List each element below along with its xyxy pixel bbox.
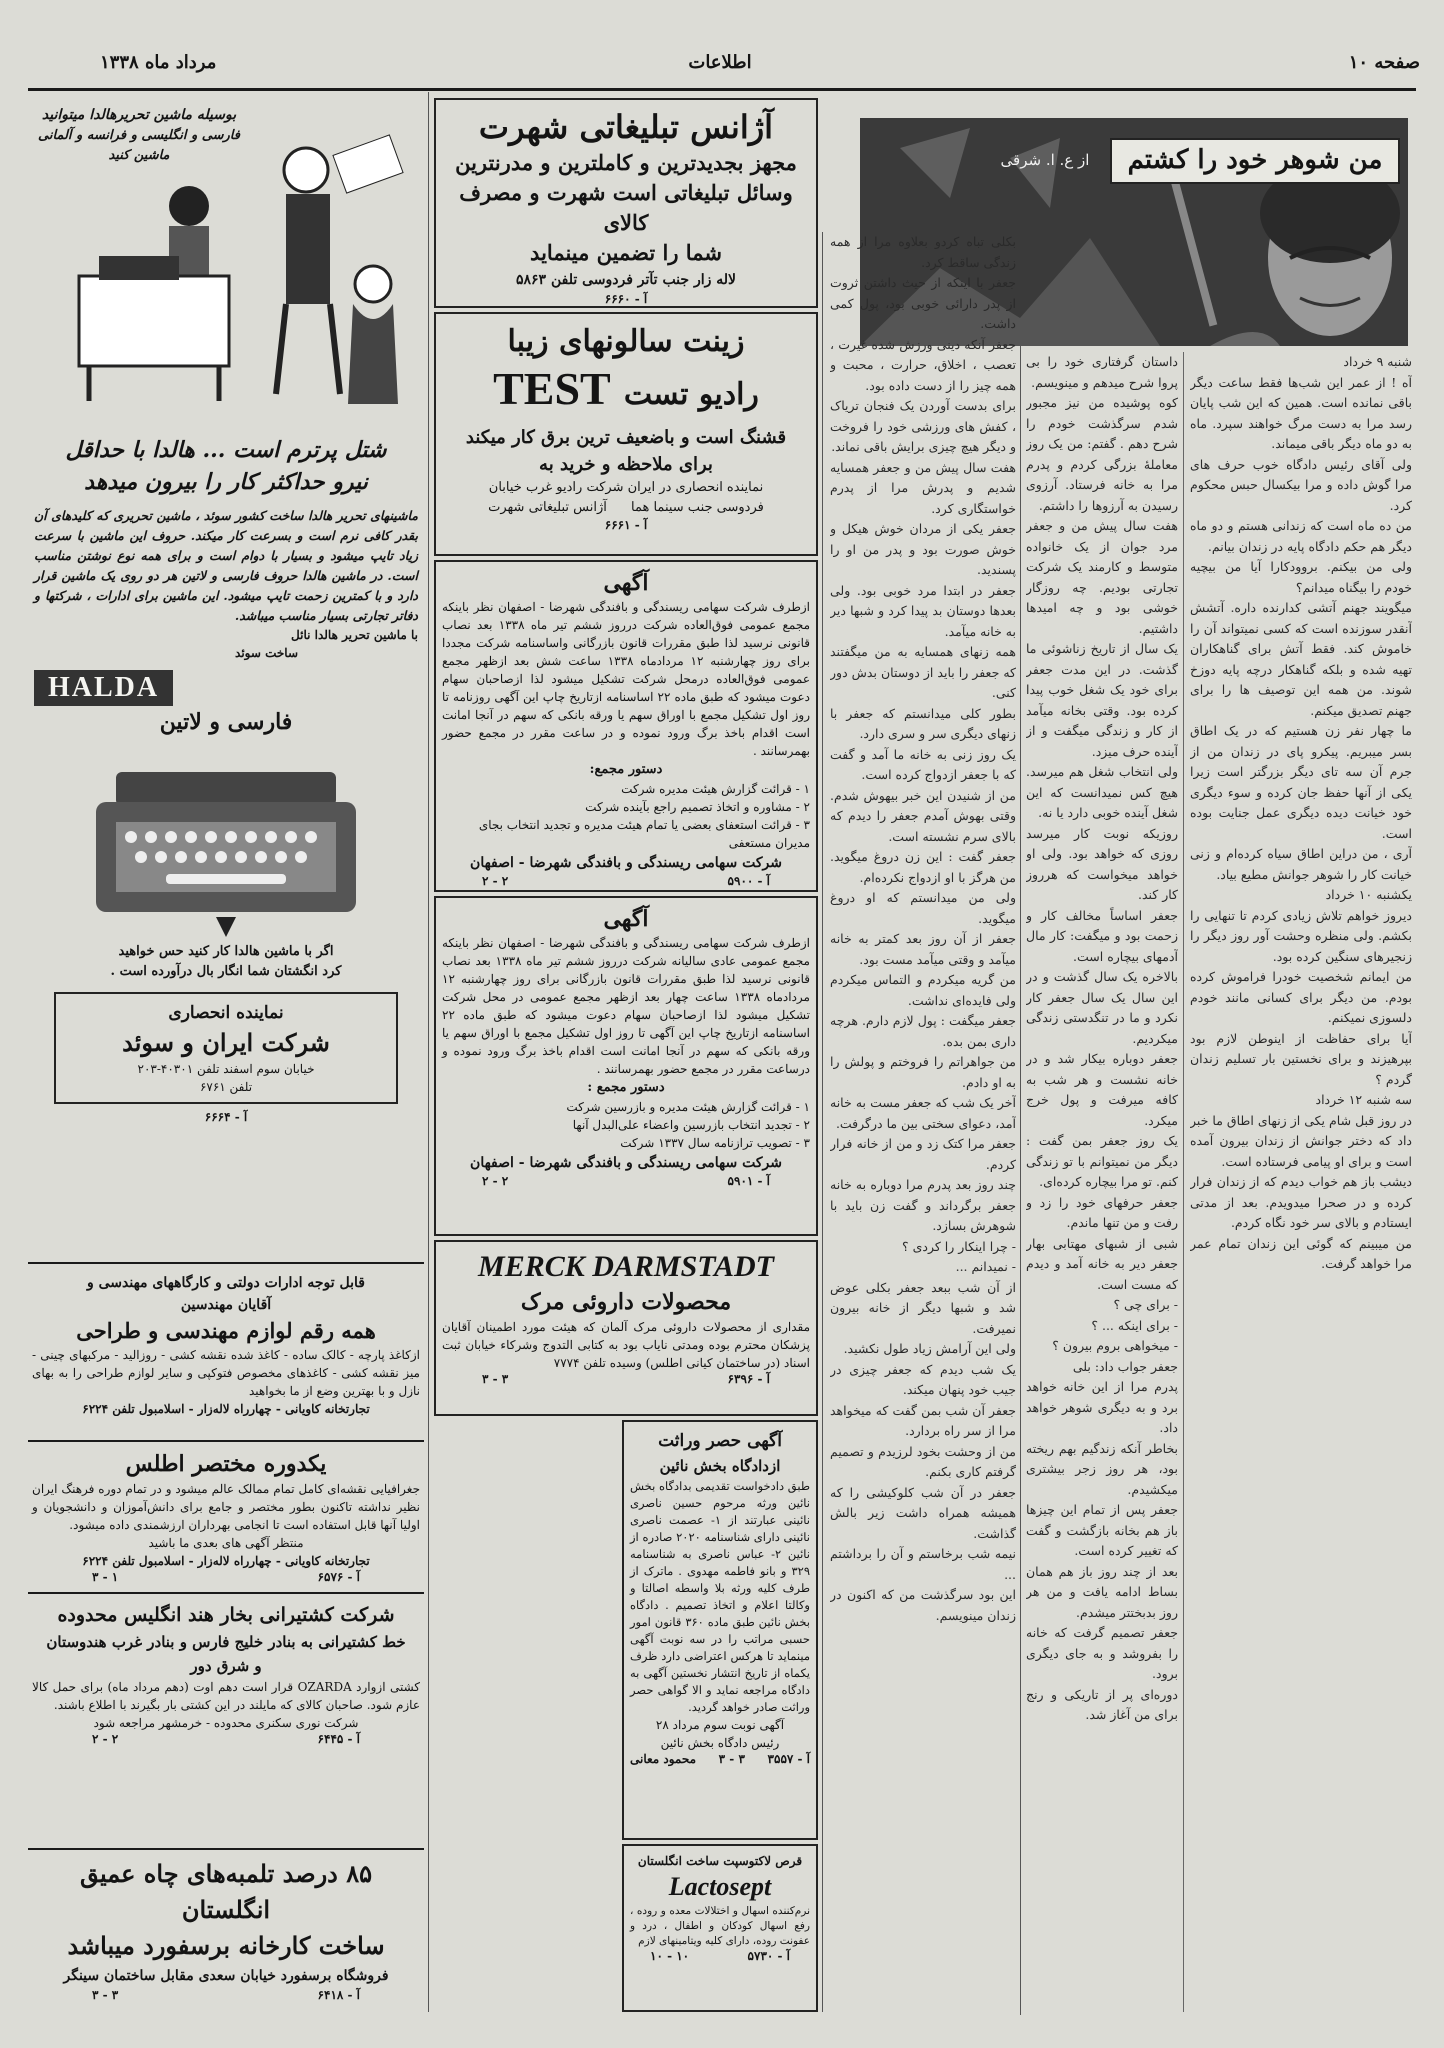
atlas-ref2: ۱ - ۳	[92, 1570, 119, 1584]
story-column-1: شنبه ۹ خرداد آه ! از عمر این شب‌ها فقط ساعت دیگر باقی نمانده است. همین که این شب پایان رسد مرا به دست مرگ خواهند سپرد. ماه به دو ماه دیگر باقی میماند. ولی آقای رئیس دادگاه خوب حرف های مرا گوش داده و مرا بیکسال حبس محکوم کرد. من ده ماه است که زندانی هستم و دو ماه دیگر هم حکم دادگاه پایه در زندان بیانم. ولی من بیکنم. بروودکارا آیا من بیچیه خودم را بیگناه میدانم؟ میگویند جهنم آتشی کدارنده داره. آتشش آنقدر سوزنده است که کسی نمیتواند آن را خاموش کند. فقط آتش برای گناهکاران تهیه شده و بلکه گناهکار درچه پایه دوزخ شوند. من همه این توصیف ها را برای جهنم تصدیق میکنم. ما چهار نفر زن هستیم که در یک اطاق بسر میبریم. پیکرو پای در زندان من از جرم آن سه تای دیگر بزرگتر است زیرا یکی از آنها حفظ جان کرده و سوء دیگری خود خیانت دیده دیگری عمل جنایت بوده است. آری ، من دراین اطاق سیاه کرده‌ام و زنی خیانت کار را شوهر جوانش مطیع بیاد. یکشنبه ۱۰ خرداد دیروز خواهم تلاش زیادی کردم تا تنهایی را بکشم. ولی منظره وحشت آور روز دیگر را زنجیرهای سنگین کرده بود. من ایمانم شخصیت خودرا فراموش کرده بودم. من دیگر برای کسانی مانند خودم دلسوزی نمیکنم. آیا برای حفاظت از اینوطن لازم بود بپرهیزند و برای نخستین بار تسلیم زندان گردم ؟ سه شنبه ۱۲ خرداد در روز قبل شام یکی از زنهای اطاق ما خبر داد که دختر جوانش از زندان بیرون آمده است و برای او پیامی فرستاده است. دیشب باز هم خواب دیدم که از زندان فرار کرده و در صحرا میدویدم. بعد از مدتی ایستادم و بالای سر خود نگاه کردم. من میبینم که گوئی این زندان تمام عمر مرا خواهد گرفت.	[1190, 354, 1412, 1271]
ad-pumps	[28, 1852, 424, 2012]
atlas-address: تجارتخانه کاویانی - چهارراه لاله‌زار - اسلامبول تلفن ۶۲۲۴	[82, 1554, 370, 1568]
pumps-ref: آ - ۶۴۱۸	[317, 1988, 360, 2002]
pumps-line-1: ۸۵ درصد تلمبه‌های چاه عمیق انگلستان	[80, 1859, 372, 1924]
ad-shohrat-line3: شما را تضمین مینماید	[530, 240, 722, 265]
ad-lactosept-body: نرم‌کننده اسهال و اختلالات معده و روده ، رفع اسهال کودکان و اطفال ، درد و عفونت روده، دارای کلیه ویتامینهای لازم	[630, 1905, 810, 1947]
ad-shohrat-ref: آ - ۶۶۶۰	[604, 292, 648, 306]
engineering-title: همه رقم لوازم مهندسی و طراحی	[76, 1318, 376, 1343]
story-title-banner	[1110, 138, 1400, 184]
ad-inheritance	[622, 1420, 818, 1840]
halda-agent-phone: تلفن ۶۷۶۱	[199, 1080, 253, 1094]
continued-text-block	[434, 1420, 618, 1840]
shipping-subtitle: خط کشتیرانی به بنادر خلیج فارس و بنادر غرب هندوستان	[46, 1633, 406, 1651]
ad-merck-body: مقداری از محصولات داروئی مرک آلمان که هیئت مورد اطمینان آقایان پزشکان محترم بوده ومدتی نایاب بود به کتابی التدوج وشرکاء خیابان ثبت اسناد (در ساختمان کیانی اطلس) وسیده تلفن ۷۷۷۴	[442, 1320, 810, 1370]
column-rule	[822, 232, 823, 2012]
engineering-address: تجارتخانه کاویانی - چهارراه لاله‌زار - اسلامبول تلفن ۶۲۲۴	[82, 1402, 370, 1416]
notice-2	[434, 896, 818, 1236]
ad-lactosept	[622, 1844, 818, 2012]
story-column-2: داستان گرفتاری خود را بی پروا شرح میدهم و مینویسم. کوه پوشیده من نیز مجبور شدم سرگذشت خودم را شرح دهم . گفتم: من یک روز معاملهٔ بزرگی کردم و پدرم مرا به خانه فرستاد. آرزوی رسیدن به آرزوها را داشتم. هفت سال پیش من و جعفر مرد جوان از یک خانواده متوسط و کارمند یک شرکت تجارتی بودیم. چه روزگار خوشی بود و چه امیدها داشتیم. یک سال از تاریخ زناشوئی ما گذشت. در این مدت جعفر برای خود یک شغل خوب پیدا کرده بود. وقتی بخانه میآمد از کار و زندگی میگفت و از آینده حرف میزد. ولی انتخاب شغل هم میرسد. هیچ کس نمیدانست که این شغل آینده خوبی دارد یا نه. روزیکه نوبت کار میرسد روزی که خواهد بود. ولی او خواهد میخواست که هرروز کار کند. جعفر اساساً مخالف کار و زحمت بود و میگفت: کار مال آدمهای بیچاره است. بالاخره یک سال گذشت و در این سال یک سال جعفر کار نکرد و ما در تنگدستی زندگی میکردیم. جعفر دوباره بیکار شد و در خانه نشست و هر شب به کافه میرفت و پول خرج میکرد. یک روز جعفر بمن گفت : دیگر من نمیتوانم با تو زندگی کنم. تو مرا بیچاره کرده‌ای. جعفر حرفهای خود را زد و رفت و من تنها ماندم. شبی از شبهای مهتابی بهار جعفر دیر به خانه آمد و دیدم که مست است. - برای چی ؟ - برای اینکه ... ؟ - میخواهی بروم بیرون ؟ جعفر جواب داد: بلی پدرم مرا از این خانه خواهد برد و به دیگری شوهر خواهد داد. بخاطر آنکه زندگیم بهم ریخته بود، هر روز زجر بیشتری میکشیدم. جعفر پس از تمام این چیزها باز هم بخانه بازگشت و گفت که تغییر کرده است. بعد از چند روز باز هم همان بساط ادامه یافت و من هر روز بدبختتر میشدم. جعفر تصمیم گرفت که خانه را بفروشد و به جای دیگری برود. دوره‌ای پر از تاریکی و رنج برای من آغاز شد.	[1026, 354, 1178, 1722]
halda-caption-2: فارسی و انگلیسی و فرانسه و آلمانی ماشین کنید	[38, 128, 240, 163]
halda-logo: HALDA	[34, 670, 173, 706]
pumps-line-2: ساخت کارخانه برسفورد میباشد	[67, 1931, 385, 1960]
halda-agent-title: نماینده انحصاری	[168, 1003, 284, 1023]
ad-lactosept-ref2: ۱۰ - ۱۰	[650, 1949, 690, 1963]
ad-test-line4: فردوسی جنب سینما هما	[631, 500, 764, 515]
notice2-ref2: ۲ - ۲	[482, 1174, 509, 1188]
typist-desk-icon	[39, 166, 239, 406]
halda-footer-1: با ماشین تحریر هالدا نائل	[291, 628, 418, 642]
ad-test-ref: آ - ۶۶۶۱	[604, 518, 648, 532]
shipping-title: شرکت کشتیرانی بخار هند انگلیس محدوده	[57, 1604, 395, 1626]
ad-inheritance-line: آگهی نوبت سوم مرداد ۲۸	[655, 1718, 785, 1732]
shipping-body: کشتی ازوارد OZARDA قرار است دهم اوت (دهم مرداد ماه) برای حمل کالا عازم شود. صاحبان کالای که مایلند در این کشتی بار بگیرند با اطلاع باشند.	[32, 1680, 420, 1712]
ad-shohrat-line1: مجهز بجدیدترین و کاملترین و مدرنترین	[455, 150, 797, 175]
ad-inheritance-ref2: ۳ - ۳	[718, 1752, 745, 1766]
ad-inheritance-subtitle: ازدادگاه بخش نائین	[659, 1457, 781, 1475]
shipping-ref: آ - ۶۴۴۵	[317, 1732, 360, 1746]
notice2-title: آگهی	[603, 906, 649, 932]
ad-inheritance-title: آگهی حصر وراثت	[658, 1431, 782, 1451]
notice2-agenda-title: دستور مجمع :	[587, 1080, 665, 1095]
halda-bottom-2: کرد انگشتان شما انگار بال درآورده است .	[110, 964, 342, 979]
notice1-agenda-1: ۱ - قرائت گزارش هیئت مدیره شرکت	[621, 782, 810, 796]
continued-text	[434, 1420, 618, 1428]
notice1-signature: شرکت سهامی ریسندگی و بافندگی شهرضا - اصفهان	[470, 855, 782, 871]
atlas-note: منتظر آگهی های بعدی ما باشید	[148, 1536, 304, 1550]
ad-atlas	[28, 1444, 424, 1590]
pumps-ref2: ۳ - ۳	[92, 1988, 119, 2002]
ad-shohrat-title: آژانس تبلیغاتی شهرت	[478, 108, 774, 146]
atlas-title: یکدوره مختصر اطلس	[125, 1451, 327, 1477]
ad-merck-title: محصولات داروئی مرک	[520, 1289, 732, 1315]
halda-caption-1: بوسیله ماشین تحریرهالدا میتوانید	[41, 107, 237, 123]
ad-inheritance-sig: رئیس دادگاه بخش نائین	[660, 1736, 780, 1750]
shipping-contact: شرکت نوری سکنری محدوده - خرمشهر مراجعه شود	[93, 1716, 359, 1730]
ad-inheritance-body: طبق دادخواست تقدیمی بدادگاه بخش نائین ورثه مرحوم حسین ناصری نائینی عبارتند از ۱- عصمت ناصری نائینی دارای شناسنامه ۲۰۲۰ صادره از نائین ۲- عباس ناصری به شناسنامه ۳۲۹ و بانو فاطمه مهدوی . ماترک از طرف کلیه ورثه بلا واسطه اصالتا و وکالتا اعلام و اتخاذ تصمیم . دادگاه بخش نائین طبق ماده ۳۶۰ قانون امور حسبی مراتب را در سه نوبت آگهی مینماید تا هرکس اعتراضی دارد ظرف یکماه از تاریخ انتشار نخستین آگهی به دادگاه مراجعه نماید و الا گواهی حصر وراثت صادر خواهد گردید.	[630, 1479, 811, 1714]
notice1-agenda-2: ۲ - مشاوره و اتخاذ تصمیم راجع بآینده شرکت	[585, 800, 810, 814]
notice1-body: ازطرف شرکت سهامی ریسندگی و بافندگی شهرضا - اصفهان نظر باینکه مجمع عمومی فوق‌العاده شرکت درروز ششم تیر ماه ۱۳۳۸ بعد نصاب قانونی نرسید لذا طبق مقررات قانون بازرگانی واساسنامه شرکت مجددا برای روز چهارشنبه ۱۲ مردادماه ۱۳۳۸ ساعت شش بعد ازظهر مجمع عمومی فوق‌العاده درمحل شرکت تشکیل میشود لذا ازصاحبان سهام دعوت میشود که طبق ماده ۲۲ اساسنامه ازتاریخ چاپ این آگهی روزنامه تا روز اول تشکیل مجمع با اوراق سهم یا ورقه بانکی که سهم در آنجا امانت است اقدام باخذ برگ ورود نموده و در ساعت مقرر در مجمع حضور بهمرسانند .	[442, 600, 810, 758]
ad-test-line1: قشنگ است و باضعیف ترین برق کار میکند	[465, 427, 787, 448]
ad-merck-ref: آ - ۶۳۹۶	[727, 1372, 770, 1386]
typewriter-icon	[76, 742, 376, 942]
ad-shohrat-line2: وسائل تبلیغاتی است شهرت و مصرف کالای	[459, 180, 793, 235]
ad-lactosept-maker: قرص لاکتوسپت ساخت انگلستان	[637, 1854, 803, 1868]
story-title: من شوهر خود را کشتم	[1127, 145, 1383, 175]
engineering-line-1: قابل توجه ادارات دولتی و کارگاههای مهندسی و	[87, 1275, 365, 1291]
notice-1	[434, 560, 818, 892]
atlas-ref: آ - ۶۵۷۶	[317, 1570, 360, 1584]
halda-body: ماشینهای تحریر هالدا ساخت کشور سوئد ، ماشین تحریری که کلیدهای آن بقدر کافی نرم است و بسرعت کار میکند. حروف این ماشین با سرعت زیاد تایپ میشود و بسیار با دوام است و برای همه نوع نوشتن مناسب است. در ماشین هالدا حروف فارسی و لاتین هر دو روی یک ماشین قرار دارد و با کمترین زحمت تایپ میشود. این ماشین برای ادارات ، شرکتها و دفاتر تجارتی بسیار مناسب میباشد.	[34, 508, 418, 623]
header-date: مرداد ماه ۱۳۳۸	[100, 52, 217, 73]
ad-lactosept-brand: Lactosept	[668, 1872, 772, 1901]
story-author: از ع. ا. شرقی	[1000, 151, 1090, 169]
header-rule	[28, 88, 1416, 91]
paper-name: اطلاعات	[688, 52, 752, 73]
shipping-subtitle-2: و شرق دور	[190, 1657, 262, 1675]
engineering-line-2: آقایان مهندسین	[180, 1297, 272, 1313]
ad-shohrat-address: لاله زار جنب تآتر فردوسی تلفن ۵۸۶۳	[516, 272, 736, 288]
ad-test-agency: آژانس تبلیغاتی شهرت	[488, 500, 607, 515]
halda-agent-address: خیابان سوم اسفند تلفن ۴۰۳۰۱-۲۰۳	[137, 1062, 315, 1076]
ad-divider	[28, 1262, 424, 1264]
notice1-ref2: ۲ - ۲	[482, 874, 509, 888]
ad-merck-brand: MERCK DARMSTADT	[478, 1250, 774, 1283]
halda-bottom-1: اگر با ماشین هالدا کار کنید حس خواهید	[118, 944, 334, 959]
ad-merck-ref2: ۳ - ۳	[482, 1372, 509, 1386]
ad-shipping	[28, 1596, 424, 1846]
ad-divider	[28, 1848, 424, 1850]
notice1-ref: آ - ۵۹۰۰	[727, 874, 770, 888]
ad-test-brand-fa: رادیو تست	[623, 377, 759, 412]
ad-test-brand-en: TEST	[493, 363, 611, 414]
notice2-body: ازطرف شرکت سهامی ریسندگی و بافندگی شهرضا - اصفهان نظر باینکه مجمع عمومی عادی سالیانه شرکت درروز ششم تیر ماه ۱۳۳۸ بعد نصاب قانونی نرسید لذا طبق مقررات قانون بازرگانی برای روز چهارشنبه ۱۲ مردادماه ۱۳۳۸ ساعت چهار بعد ازظهر مجمع عمومی در محل شرکت تشکیل میشود لذا ازصاحبان سهام دعوت میشود که طبق ماده ۲۲ اساسنامه ازتاریخ چاپ این آگهی تا روز اول تشکیل مجمع با اوراق سهم یا ورقه بانکی که سهم در آنجا امانت است اقدام باخذ برگ ورود نموده و درساعت مقرر در مجمع حضور بهمرسانند .	[442, 936, 810, 1076]
ad-engineering	[28, 1268, 424, 1416]
notice1-agenda-3: ۳ - قرائت استعفای بعضی یا تمام هیئت مدیره و تجدید انتخاب بجای مدیران مستعفی	[478, 818, 810, 850]
ad-inheritance-ref: آ - ۳۵۵۷	[767, 1752, 810, 1766]
column-rule	[1183, 352, 1184, 2012]
notice2-agenda-2: ۲ - تجدید انتخاب بازرسین واعضاء علی‌البدل آنها	[572, 1118, 810, 1132]
notice2-agenda-3: ۳ - تصویب ترازنامه سال ۱۳۳۷ شرکت	[620, 1136, 810, 1150]
shipping-ref2: ۲ - ۲	[92, 1732, 119, 1746]
notice2-ref: آ - ۵۹۰۱	[727, 1174, 770, 1188]
ad-halda	[28, 98, 424, 1258]
ad-test-title: زینت سالونهای زیبا	[507, 324, 745, 359]
ad-divider	[28, 1440, 424, 1442]
engineering-body: ازکاغذ پارچه - کالک ساده - کاغذ شده نقشه کشی - روزالید - مرکبهای چینی - میز نقشه کشی - کاغذهای مخصوص فتوکپی و سایر لوازم طراحی را به بهای نازل و با بهترین وضع از ما بخواهید	[32, 1348, 420, 1398]
column-rule	[428, 92, 429, 2012]
atlas-body: جغرافیایی نقشه‌ای کامل تمام ممالک عالم میشود و در تمام دوره فرهنگ ایران نظیر نداشته تاکنون بطور مختصر و جامع برای دانش‌آموزان و دانشجویان و اولیا آنها قابل استفاده است تا انجامی بهرداران ارزشمندی داده میشود.	[32, 1482, 420, 1532]
ad-merck	[434, 1240, 818, 1416]
halda-subtitle: فارسی و لاتین	[159, 709, 293, 735]
halda-agent-box	[54, 992, 398, 1104]
halda-footer-2: ساخت سوئد	[235, 646, 298, 660]
notice2-signature: شرکت سهامی ریسندگی و بافندگی شهرضا - اصفهان	[470, 1155, 782, 1171]
ad-radio-test	[434, 312, 818, 556]
page-number: صفحه ۱۰	[1348, 52, 1420, 73]
ad-inheritance-name: محمود معانی	[630, 1752, 697, 1766]
notice2-agenda-1: ۱ - قرائت گزارش هیئت مدیره و بازرسین شرکت	[566, 1100, 810, 1114]
ad-test-line2: برای ملاحظه و خرید به	[539, 454, 713, 475]
story-column-3: بکلی تباه کردو بعلاوه مرا از همه زندگی ساقط کرد. جعفر با اینکه از حیث داشتن ثروت از پدر دارائی خوبی بود، پول کمی داشت. جعفر آنکه دینی ورزش شده غیرت ، تعصب ، اخلاق، حرارت ، محبت و همه چیز را از دست داده بود. برای بدست آوردن یک فنجان تریاک ، کفش های ورزشی خود را فروخت و دیگر هیچ چیزی برایش باقی نماند. هفت سال پیش من و جعفر همسایه شدیم و پدرش مرا از پدرم خواستگاری کرد. جعفر یکی از مردان خوش هیکل و خوش صورت بود و پدر من او را پسندید. جعفر در ابتدا مرد خوبی بود. ولی بعدها دوستان بد پیدا کرد و شبها دیر به خانه میآمد. همه زنهای همسایه به من میگفتند که جعفر را باید از دوستان بدش دور کنی. بطور کلی میدانستم که جعفر با زنهای دیگری سر و سری دارد. یک روز زنی به خانه ما آمد و گفت که با جعفر ازدواج کرده است. من از شنیدن این خبر بیهوش شدم. وقتی بهوش آمدم جعفر را دیدم که بالای سرم نشسته است. جعفر گفت : این زن دروغ میگوید. من هرگز با او ازدواج نکرده‌ام. ولی من میدانستم که او دروغ میگوید. جعفر از آن روز بعد کمتر به خانه میآمد و وقتی میآمد مست بود. من گریه میکردم و التماس میکردم ولی فایده‌ای نداشت. جعفر میگفت : پول لازم دارم. هرچه داری بمن بده. من جواهراتم را فروختم و پولش را به او دادم. آخر یک شب که جعفر مست به خانه آمد، دعوای سختی بین ما درگرفت. جعفر مرا کتک زد و من از خانه فرار کردم. چند روز بعد پدرم مرا دوباره به خانه جعفر برگرداند و گفت زن باید با شوهرش بسازد. - چرا اینکار را کردی ؟ - نمیدانم ... از آن شب ببعد جعفر بکلی عوض شد و شبها دیگر از خانه بیرون نمیرفت. ولی این آرامش زیاد طول نکشید. یک شب دیدم که جعفر چیزی در جیب خود پنهان میکند. جعفر آن شب بمن گفت که میخواهد مرا از سر راه بردارد. من از وحشت بخود لرزیدم و تصمیم گرفتم کاری بکنم. جعفر در آن شب کلوکیشی را که همیشه همراه داشت زیر بالش گذاشت. نیمه شب برخاستم و آن را برداشتم ... این بود سرگذشت من که اکنون در زندان مینویسم.	[830, 234, 1016, 1623]
halda-ref: آ - ۶۶۶۴	[204, 1110, 248, 1124]
cartoon-people-icon	[248, 104, 418, 424]
column-rule	[1020, 345, 1021, 2015]
notice1-title: آگهی	[603, 570, 649, 596]
ad-shohrat-agency	[434, 98, 818, 308]
ad-divider	[28, 1592, 424, 1594]
ad-lactosept-ref: آ - ۵۷۳۰	[747, 1949, 790, 1963]
halda-headline-2: نیرو حداکثر کار را بیرون میدهد	[84, 469, 368, 495]
pumps-body: فروشگاه برسفورد خیابان سعدی مقابل ساختمان سینگر	[63, 1968, 389, 1984]
halda-agent-name: شرکت ایران و سوئد	[122, 1028, 330, 1057]
notice1-agenda-title: دستور مجمع:	[589, 762, 663, 777]
ad-test-line3: نماینده انحصاری در ایران شرکت رادیو غرب خیابان	[488, 480, 764, 495]
halda-headline-1: شتل پرترم است ... هالدا با حداقل	[65, 437, 387, 463]
